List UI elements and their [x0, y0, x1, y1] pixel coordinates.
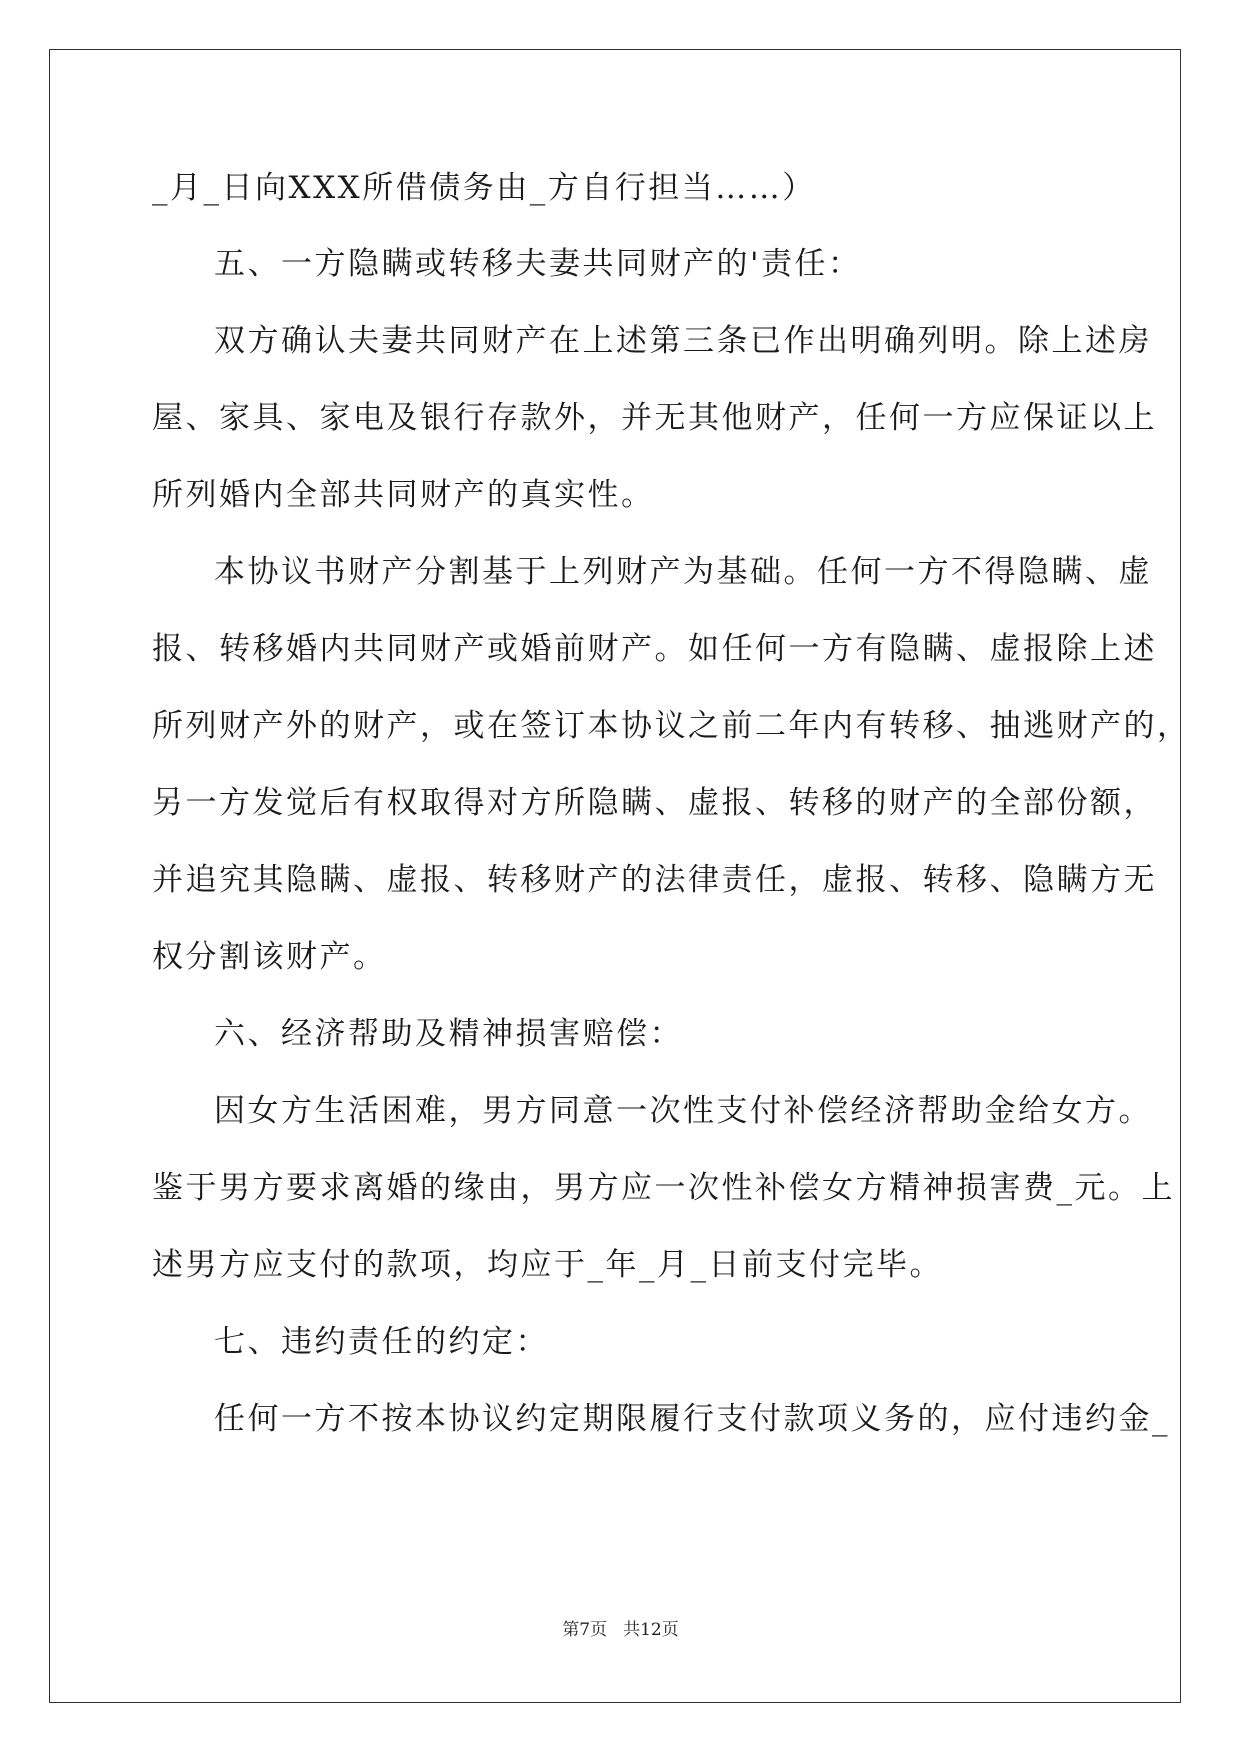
page-total: 共12页 [623, 1620, 679, 1640]
page-number: 第7页 [562, 1620, 608, 1640]
text-line: 双方确认夫妻共同财产在上述第三条已作出明确列明。除上述房 [214, 323, 1152, 359]
page-footer [0, 1618, 1241, 1642]
text-line: 鉴于男方要求离婚的缘由，男方应一次性补偿女方精神损害费_元。上 [152, 1170, 1175, 1206]
text-line: 本协议书财产分割基于上列财产为基础。任何一方不得隐瞒、虚 [214, 554, 1152, 590]
section-heading: 五、一方隐瞒或转移夫妻共同财产的'责任： [214, 246, 862, 282]
text-line: 所列财产外的财产，或在签订本协议之前二年内有转移、抽逃财产的， [152, 708, 1191, 744]
text-line: 因女方生活困难，男方同意一次性支付补偿经济帮助金给女方。 [214, 1093, 1152, 1129]
text-line: 权分割该财产。 [152, 939, 387, 975]
section-heading: 六、经济帮助及精神损害赔偿： [214, 1016, 683, 1052]
text-line: 并追究其隐瞒、虚报、转移财产的法律责任，虚报、转移、隐瞒方无 [152, 862, 1157, 898]
text-line: 报、转移婚内共同财产或婚前财产。如任何一方有隐瞒、虚报除上述 [152, 631, 1157, 667]
text-line: 述男方应支付的款项，均应于_年_月_日前支付完毕。 [152, 1247, 943, 1283]
text-line: 所列婚内全部共同财产的真实性。 [152, 477, 655, 513]
text-line: 任何一方不按本协议约定期限履行支付款项义务的，应付违约金_ [214, 1401, 1170, 1437]
text-line: 另一方发觉后有权取得对方所隐瞒、虚报、转移的财产的全部份额， [152, 785, 1157, 821]
text-line: _月_日向XXX所借债务由_方自行担当……） [152, 170, 816, 206]
section-heading: 七、违约责任的约定： [214, 1324, 549, 1360]
text-line: 屋、家具、家电及银行存款外，并无其他财产，任何一方应保证以上 [152, 400, 1157, 436]
